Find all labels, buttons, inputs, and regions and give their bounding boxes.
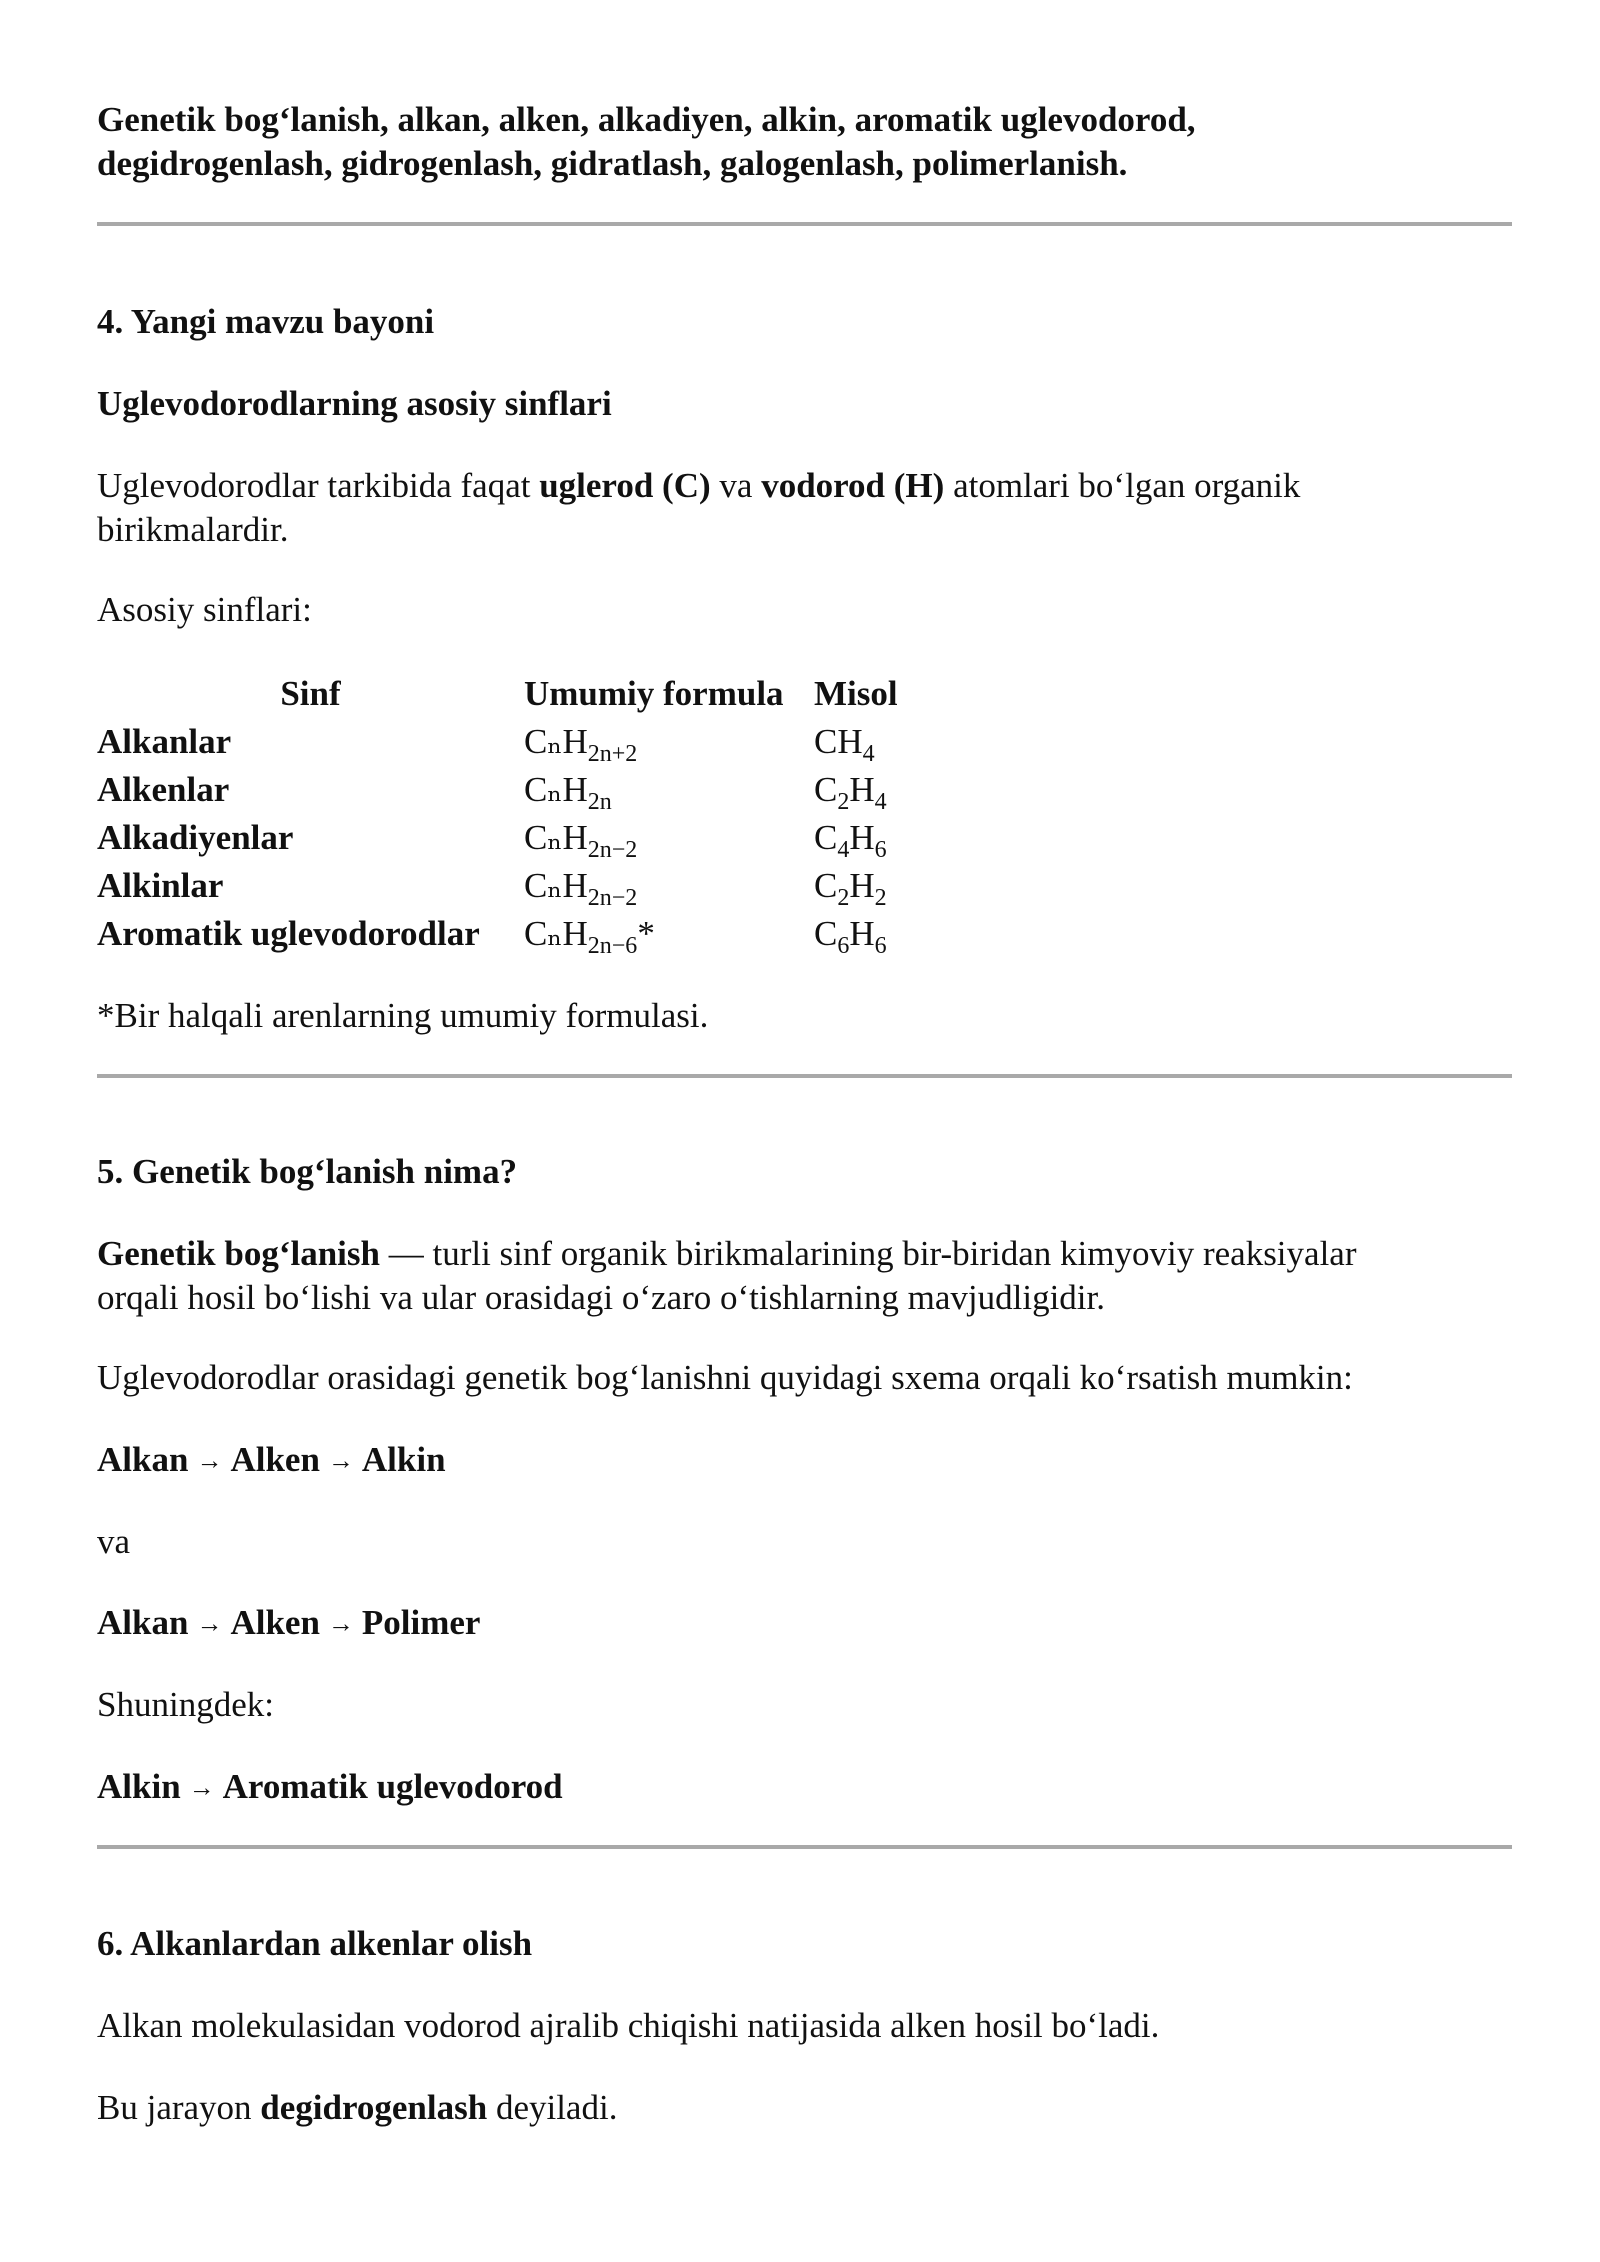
section4-subheading: Uglevodorodlarning asosiy sinflari: [97, 384, 612, 423]
hydrocarbon-classes-table: [97, 670, 954, 958]
example-cell: $C_4H_6$: [814, 818, 887, 863]
text: Uglevodorodlar tarkibida faqat: [97, 466, 540, 505]
connector-va: va: [97, 1522, 131, 1561]
also-label: Shuningdek:: [97, 1685, 274, 1724]
chain-1: Alkan → Alken → Alkin: [97, 1440, 446, 1479]
table-header-row: [97, 670, 954, 718]
example-cell: $C_2H_4$: [814, 770, 887, 815]
class-name-cell: Alkinlar: [97, 866, 224, 905]
table-header-cell: Sinf: [280, 674, 341, 713]
text: orqali hosil bo‘lishi va ular orasidagi o‘zaro o‘tishlarning mavjudligidir.: [97, 1278, 1105, 1317]
class-name-cell: Alkenlar: [97, 770, 230, 809]
text: atomlari bo‘lgan organik: [944, 466, 1301, 505]
example-cell: $CH_4$: [814, 722, 875, 767]
classes-label: Asosiy sinflari:: [97, 590, 312, 629]
divider: [97, 222, 1512, 226]
keywords-line2: degidrogenlash, gidrogenlash, gidratlash, galogenlash, polimerlanish.: [97, 144, 1128, 183]
formula-cell: CₙH$_{2n-2}$: [524, 866, 638, 911]
formula-cell: CₙH$_{2n+2}$: [524, 722, 638, 767]
section6-definition: Bu jarayon degidrogenlash deyiladi.: [97, 2088, 618, 2127]
formula-cell: CₙH$_{2n}$: [524, 770, 612, 815]
chain-2: Alkan → Alken → Polimer: [97, 1603, 481, 1642]
arrow-icon: →: [196, 1446, 223, 1475]
table-row: [97, 766, 954, 814]
table-row: [97, 718, 954, 766]
bold-term: vodorod (H): [761, 466, 945, 505]
keywords: [97, 98, 1517, 186]
section5-heading: 5. Genetik bog‘lanish nima?: [97, 1152, 518, 1191]
section6-paragraph: Alkan molekulasidan vodorod ajralib chiqishi natijasida alken hosil bo‘ladi.: [97, 2006, 1160, 2045]
section6-heading: 6. Alkanlardan alkenlar olish: [97, 1924, 533, 1963]
text: va: [710, 466, 762, 505]
scheme-intro: Uglevodorodlar orasidagi genetik bog‘lanishni quyidagi sxema orqali ko‘rsatish mumkin:: [97, 1358, 1353, 1397]
bold-term: degidrogenlash: [260, 2088, 488, 2127]
bold-term: Genetik bog‘lanish: [97, 1234, 380, 1273]
text: birikmalardir.: [97, 510, 289, 549]
text: — turli sinf organik birikmalarining bir-biridan kimyoviy reaksiyalar: [379, 1234, 1357, 1273]
section4-paragraph: [97, 464, 1517, 552]
example-cell: $C_6H_6$: [814, 914, 887, 959]
divider: [97, 1074, 1512, 1078]
footnote: *Bir halqali arenlarning umumiy formulasi.: [97, 996, 709, 1035]
formula-cell: CₙH$_{2n-2}$: [524, 818, 638, 863]
class-name-cell: Alkadiyenlar: [97, 818, 294, 857]
table-row: [97, 862, 954, 910]
formula-cell: CₙH$_{2n-6}$*: [524, 914, 655, 959]
example-cell: $C_2H_2$: [814, 866, 887, 911]
table-row: [97, 910, 954, 958]
arrow-icon: →: [188, 1773, 215, 1802]
chain-3: Alkin → Aromatik uglevodorod: [97, 1767, 563, 1806]
arrow-icon: →: [327, 1446, 354, 1475]
table-header-cell: Umumiy formula: [524, 674, 784, 713]
definition-paragraph: [97, 1232, 1517, 1320]
table-header-cell: Misol: [814, 674, 898, 713]
bold-term: uglerod (C): [539, 466, 711, 505]
class-name-cell: Alkanlar: [97, 722, 232, 761]
section4-heading: 4. Yangi mavzu bayoni: [97, 302, 435, 341]
arrow-icon: →: [196, 1609, 223, 1638]
arrow-icon: →: [327, 1609, 354, 1638]
divider: [97, 1845, 1512, 1849]
class-name-cell: Aromatik uglevodorodlar: [97, 914, 480, 953]
table-row: [97, 814, 954, 862]
keywords-line1: Genetik bog‘lanish, alkan, alken, alkadiyen, alkin, aromatik uglevodorod,: [97, 100, 1196, 139]
